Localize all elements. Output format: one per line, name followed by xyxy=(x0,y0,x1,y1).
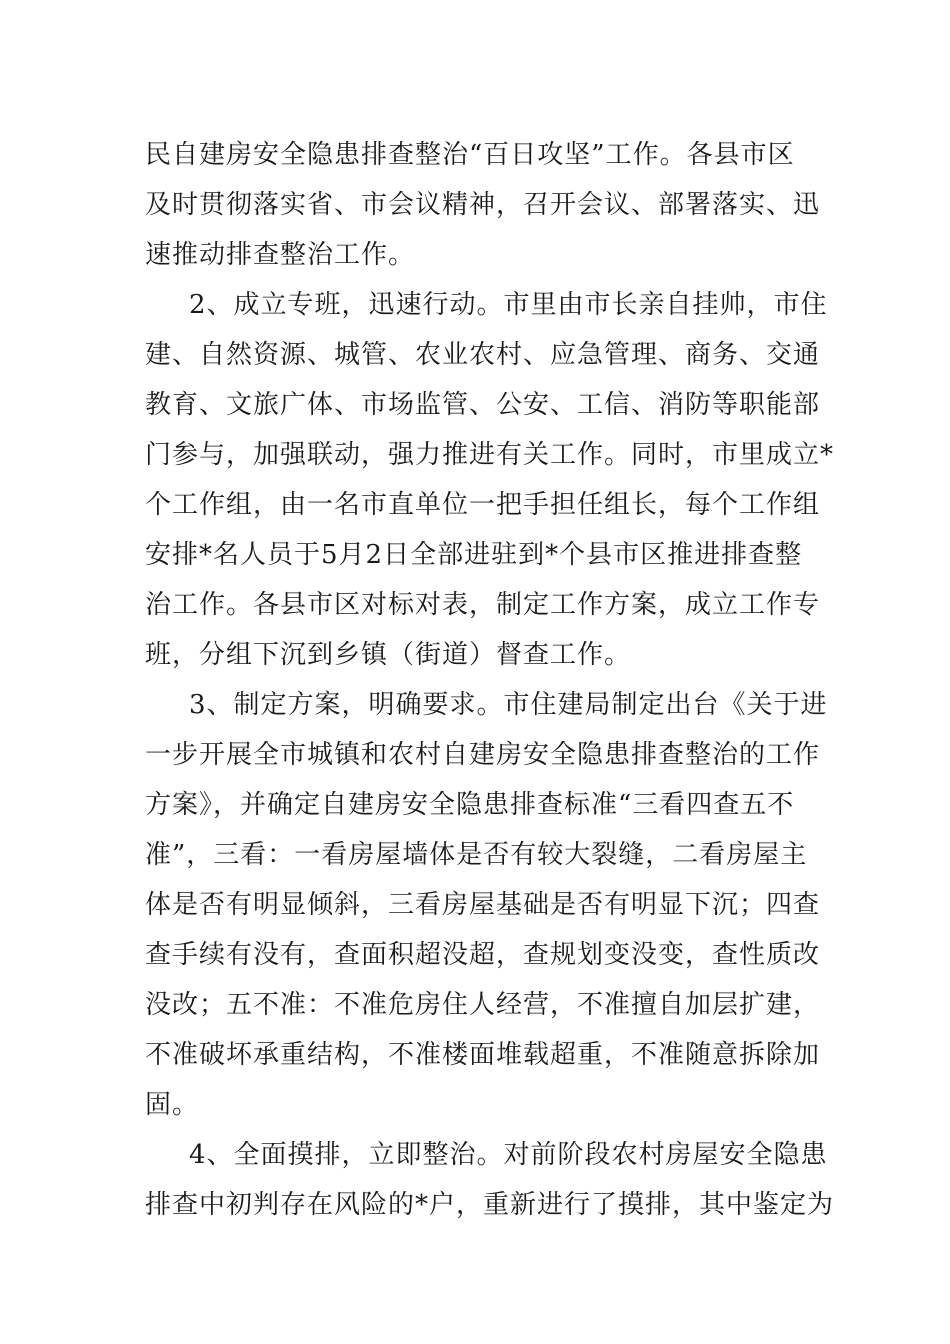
text-line: 安排*名人员于5月2日全部进驻到*个县市区推进排查整 xyxy=(145,540,803,570)
text-line: 排查中初判存在风险的*户，重新进行了摸排，其中鉴定为 xyxy=(145,1190,835,1220)
text-line: 民自建房安全隐患排查整治“百日攻坚”工作。各县市区 xyxy=(145,140,795,170)
text-line: 不准破坏承重结构，不准楼面堆载超重，不准随意拆除加 xyxy=(145,1040,821,1070)
text-line: 查手续有没有，查面积超没超，查规划变没变，查性质改 xyxy=(145,940,821,970)
text-line: 固。 xyxy=(145,1090,200,1120)
text-line: 门参与，加强联动，强力推进有关工作。同时，市里成立* xyxy=(145,440,835,470)
paragraph-heading-2: 2、成立专班，迅速行动。市里由市长亲自挂帅，市住 xyxy=(189,290,828,320)
text-line: 班，分组下沉到乡镇（街道）督查工作。 xyxy=(145,640,632,670)
text-line: 教育、文旅广体、市场监管、公安、工信、消防等职能部 xyxy=(145,390,821,420)
text-line: 个工作组，由一名市直单位一把手担任组长，每个工作组 xyxy=(145,490,821,520)
text-line: 方案》，并确定自建房安全隐患排查标准“三看四查五不 xyxy=(145,790,795,820)
paragraph-heading-4: 4、全面摸排，立即整治。对前阶段农村房屋安全隐患 xyxy=(189,1140,828,1170)
text-line: 建、自然资源、城管、农业农村、应急管理、商务、交通 xyxy=(145,340,821,370)
text-line: 没改；五不准：不准危房住人经营，不准擅自加层扩建， xyxy=(145,990,821,1020)
text-line: 准”，三看：一看房屋墙体是否有较大裂缝，二看房屋主 xyxy=(145,840,808,870)
paragraph-heading-3: 3、制定方案，明确要求。市住建局制定出台《关于进 xyxy=(189,690,828,720)
text-line: 治工作。各县市区对标对表，制定工作方案，成立工作专 xyxy=(145,590,821,620)
text-line: 及时贯彻落实省、市会议精神，召开会议、部署落实、迅 xyxy=(145,190,821,220)
document-body xyxy=(145,130,835,1230)
text-line: 体是否有明显倾斜，三看房屋基础是否有明显下沉；四查 xyxy=(145,890,821,920)
text-line: 速推动排查整治工作。 xyxy=(145,240,416,270)
text-line: 一步开展全市城镇和农村自建房安全隐患排查整治的工作 xyxy=(145,740,821,770)
